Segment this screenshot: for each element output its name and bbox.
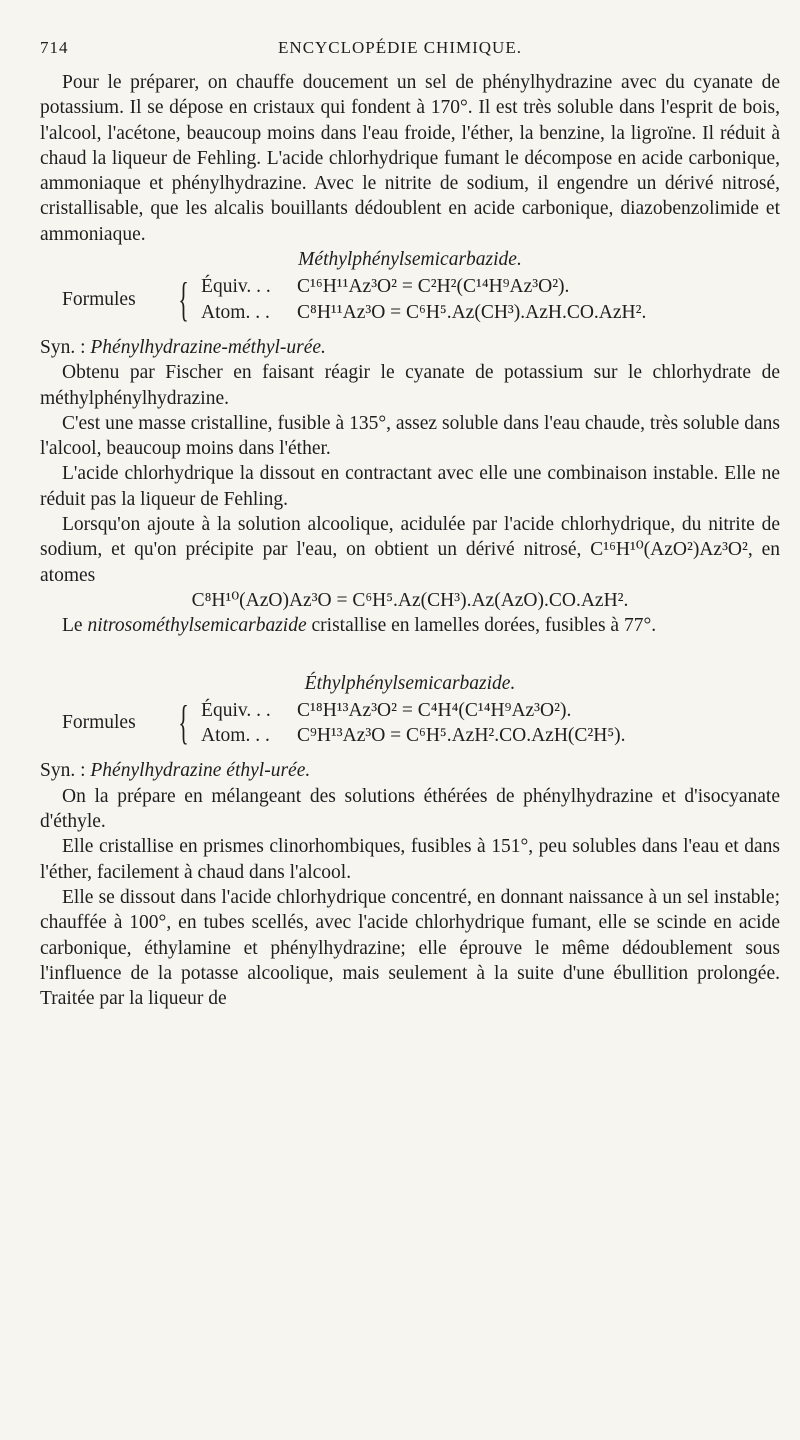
formula-rows <box>201 698 625 749</box>
formula-rows <box>201 274 646 325</box>
paragraph: C'est une masse cristalline, fusible à 135°, assez soluble dans l'eau chaude, très soluble dans l'alcool, beaucoup moins dans l'éther. <box>40 412 780 460</box>
synonym-line <box>40 335 780 360</box>
equiv-formula: C¹⁸H¹³Az³O² = C⁴H⁴(C¹⁴H⁹Az³O²). <box>297 699 572 721</box>
brace-icon: { <box>178 696 189 750</box>
atom-label: Atom. . . <box>201 725 270 747</box>
page-header <box>40 38 760 62</box>
text-run: cristallise en lamelles dorées, fusibles à 77°. <box>311 615 657 637</box>
formula-block-ethyl <box>62 698 780 749</box>
equiv-formula: C¹⁶H¹¹Az³O² = C²H²(C¹⁴H⁹Az³O²). <box>297 276 570 298</box>
atom-label: Atom. . . <box>201 301 270 323</box>
paragraph: Elle cristallise en prismes clinorhombiques, fusibles à 151°, peu solubles dans l'eau et dans l'éther, facilement à chaud dans l'alcool. <box>40 836 780 883</box>
page-body <box>40 70 780 1011</box>
equiv-label: Équiv. . . <box>201 276 271 298</box>
intro-paragraph: Pour le préparer, on chauffe doucement un sel de phénylhydrazine avec du cyanate de potassium. Il se dépose en cristaux qui fondent à 170°. Il est très soluble dans l'esprit de bois, l'alcool, l'acétone, beaucoup moins dans l'eau froide, l'éther, la benzine, la ligroïne. Il réduit à chaud la liqueur de Fehling. L'acide chlorhydrique fumant le décompose en acide carbonique, ammoniaque et phénylhydrazine. Avec le nitrite de sodium, il engendre un dérivé nitrosé, cristallisable, que les alcalis bouillants dédoublent en acide carbonique, diazobenzolimide et ammoniaque. <box>40 72 780 245</box>
brace-icon: { <box>178 272 189 326</box>
syn-value: Phénylhydrazine-méthyl-urée. <box>90 336 326 358</box>
formula-block-methyl <box>62 274 780 325</box>
section-heading-ethyl: Éthylphénylsemicarbazide. <box>304 672 516 694</box>
formulas-label: Formules <box>62 289 136 311</box>
paragraph: Lorsqu'on ajoute à la solution alcoolique, acidulée par l'acide chlorhydrique, du nitrite de sodium, et qu'on précipite par l'eau, on obtient un dérivé nitrosé, C¹⁶H¹⁰(AzO²)Az³O², en atomes <box>40 514 780 586</box>
section-heading-methyl: Méthylphénylsemicarbazide. <box>298 249 522 271</box>
paragraph: Obtenu par Fischer en faisant réagir le cyanate de potassium sur le chlorhydrate de méthylphénylhydrazine. <box>40 362 780 409</box>
italic-term: nitrosométhylsemicarbazide <box>87 615 307 637</box>
atom-formula: C⁸H¹¹Az³O = C⁶H⁵.Az(CH³).AzH.CO.AzH². <box>297 301 647 323</box>
atom-formula: C⁹H¹³Az³O = C⁶H⁵.AzH².CO.AzH(C²H⁵). <box>297 725 626 747</box>
formulas-label: Formules <box>62 712 136 734</box>
paragraph: L'acide chlorhydrique la dissout en contractant avec elle une combinaison instable. Elle ne réduit pas la liqueur de Fehling. <box>40 463 780 510</box>
equiv-label: Équiv. . . <box>201 699 271 721</box>
text-run: Le <box>62 615 83 637</box>
synonym-line <box>40 758 780 783</box>
paragraph: Elle se dissout dans l'acide chlorhydrique concentré, en donnant naissance à un sel instable; chauffée à 100°, en tubes scellés, avec l'acide chlorhydrique fumant, elle se scinde en acide carbonique, éthylamine et phénylhydrazine; elle éprouve le même dédoublement sous l'influence de la potasse alcoolique, mais seulement à la suite d'une ébullition prolongée. Traitée par la liqueur de <box>40 886 780 1010</box>
paragraph: On la prépare en mélangeant des solutions éthérées de phénylhydrazine et d'isocyanate d'éthyle. <box>40 785 780 833</box>
syn-value: Phénylhydrazine éthyl-urée. <box>90 760 311 782</box>
running-title: ENCYCLOPÉDIE CHIMIQUE. <box>278 38 522 57</box>
page-number: 714 <box>40 38 69 57</box>
syn-label: Syn. : <box>40 336 86 358</box>
paragraph <box>40 613 780 638</box>
syn-label: Syn. : <box>40 760 86 782</box>
centered-formula: C⁸H¹⁰(AzO)Az³O = C⁶H⁵.Az(CH³).Az(AzO).CO.AzH². <box>191 589 629 611</box>
